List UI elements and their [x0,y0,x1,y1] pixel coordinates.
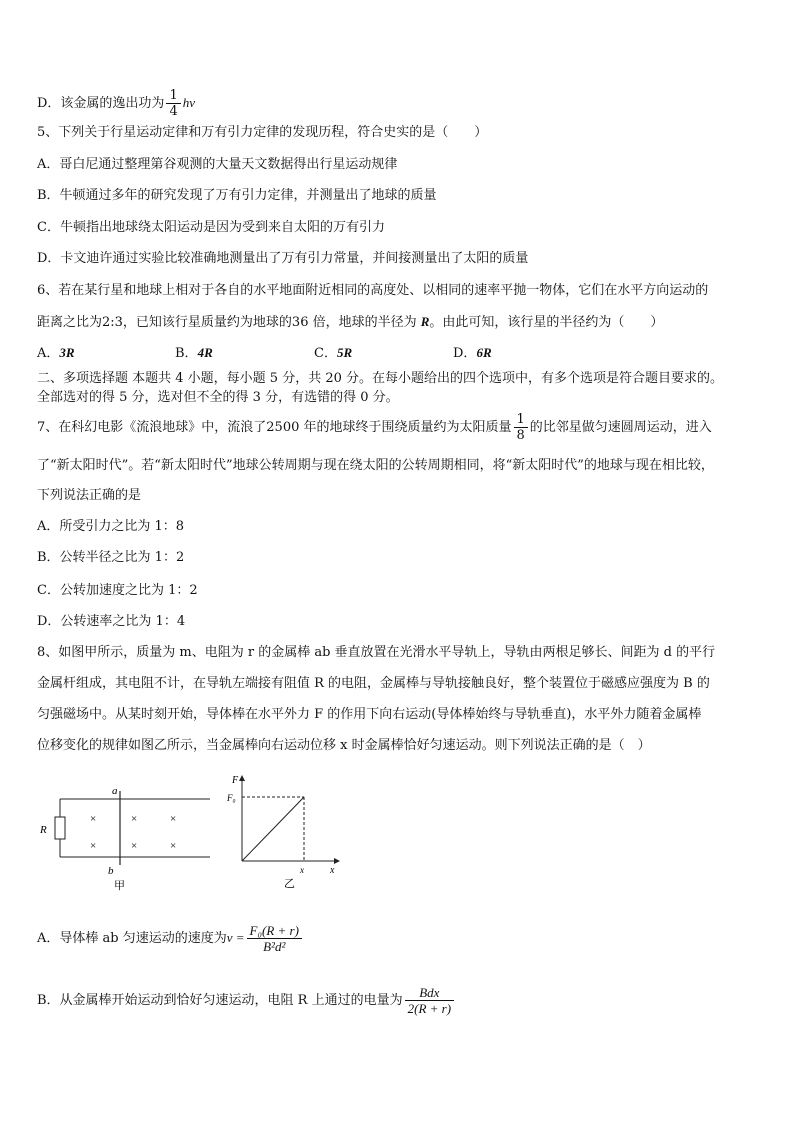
q6-option-b [175,344,314,363]
figure-jia-caption: 甲 [114,880,125,892]
q8-option-a [37,923,304,954]
q8-a-num: F₀(R + r) [247,923,302,939]
q4d-tail: hν [182,95,195,110]
q7-line1b: 的比邻星做匀速圆周运动，进入 [529,420,712,435]
q8-a-var: v = [226,930,245,945]
q8-a-fraction [247,923,302,954]
section2-line2: 全部选对的得 5 分，选对但不全的得 3 分，有选错的得 0 分。 [37,390,399,405]
rod-label-a: a [112,785,118,797]
q8-option-b [37,985,456,1016]
section2-line1: 二、多项选择题 本题共 4 小题，每小题 5 分，共 20 分。在每小题给出的四个选项中，有多个选项是符合题目要求的。 [37,371,724,386]
rod-label-b: b [108,865,114,877]
q6-line2 [37,313,663,332]
q7-line1a: 7、在科幻电影《流浪地球》中，流浪了2500 年的地球终于围绕质量约为太阳质量 [37,420,512,435]
q8-a-text: A．导体棒 ab 匀速运动的速度为 [37,931,227,946]
q7-den: 8 [516,428,525,443]
field-mark: × [131,813,138,825]
q5-stem: 5、下列关于行星运动定律和万有引力定律的发现历程，符合史实的是（ ） [37,125,488,140]
q8-b-text: B．从金属棒开始运动到恰好匀速运动，电阻 R 上通过的电量为 [37,993,403,1008]
q8-line4: 位移变化的规律如图乙所示，当金属棒向右运动位移 x 时金属棒恰好匀速运动。则下列说法正确的是（ ） [37,738,651,753]
field-mark: × [170,840,177,852]
q7-option-a: A．所受引力之比为 1：8 [37,519,185,534]
q4d-den: 4 [169,104,178,119]
q6-b-label: B． [175,346,198,361]
field-mark: × [131,840,138,852]
y-axis-label: F [232,775,239,786]
f-x-line [242,797,304,861]
x-axis-arrow [334,858,340,864]
q8-b-num: Bdx [405,985,454,1001]
q6-d-value: 6R [476,345,492,360]
x-tick-label: x [300,865,304,875]
q6-line2a: 距离之比为2:3，已知该行星质量约为地球的36 倍，地球的半径为 [37,315,421,330]
q7-option-b: B．公转半径之比为 1：2 [37,550,185,565]
q8-line2: 金属杆组成，其电阻不计，在导轨左端接有阻值 R 的电阻，金属棒与导轨接触良好，整个装置位于磁感应强度为 B 的 [37,676,710,691]
q4-option-d [37,88,195,119]
q6-option-c [314,344,453,363]
q4d-num: 1 [166,88,180,104]
q6-option-a [37,344,175,363]
x-axis-label: x [330,865,335,876]
q6-options [37,344,492,363]
q7-line1 [37,412,712,443]
q8-a-den: B²d² [263,939,286,954]
q6-c-value: 5R [336,345,353,360]
q8-b-fraction [405,985,454,1016]
q7-line2: 了“新太阳时代”。若“新太阳时代”地球公转周期与现在绕太阳的公转周期相同，将“新太阳时代”的地球与现在相比较， [37,458,714,473]
q6-a-label: A． [37,346,60,361]
field-mark: × [170,813,177,825]
figure-yi-caption: 乙 [284,878,295,890]
q6-line1: 6、若在某行星和地球上相对于各自的水平地面附近相同的高度处、以相同的速率平抛一物体，它们在水平方向运动的 [37,283,709,298]
q6-a-value: 3R [59,345,75,360]
q7-option-c: C．公转加速度之比为 1：2 [37,583,198,598]
q7-line3: 下列说法正确的是 [37,488,142,503]
q6-option-d [453,344,492,363]
q7-option-d: D．公转速率之比为 1：4 [37,614,186,629]
q5-option-a: A．哥白尼通过整理第谷观测的大量天文数据得出行星运动规律 [37,157,398,172]
q6-var-r: R [420,314,430,329]
q8-line3: 匀强磁场中。从某时刻开始，导体棒在水平外力 F 的作用下向右运动(导体棒始终与导轨垂直)，水平外力随着金属棒 [37,707,702,722]
field-mark: × [90,840,97,852]
q8-line1: 8、如图甲所示，质量为 m、电阻为 r 的金属棒 ab 垂直放置在光滑水平导轨上，导轨由两根足够长、间距为 d 的平行 [37,645,716,660]
resistor [55,817,65,839]
q6-line2b: 。由此可知，该行星的半径约为（ ） [429,315,664,330]
q7-num: 1 [514,412,528,428]
q5-option-c: C．牛顿指出地球绕太阳运动是因为受到来自太阳的万有引力 [37,220,385,235]
q8-b-den: 2(R + r) [407,1001,452,1016]
q4d-text: D．该金属的逸出功为 [37,96,165,111]
q4d-fraction [166,88,180,119]
figure-yi [226,773,344,893]
f0-tick-label: F₀ [227,793,236,803]
resistor-label: R [40,824,47,836]
q5-option-d: D．卡文迪许通过实验比较准确地测量出了万有引力常量，并间接测量出了太阳的质量 [37,251,529,266]
q6-b-value: 4R [197,345,213,360]
q6-c-label: C． [314,346,337,361]
q7-fraction [514,412,528,443]
y-axis-arrow [239,775,245,781]
q6-d-label: D． [453,346,477,361]
figure-jia [34,783,220,893]
field-mark: × [90,813,97,825]
q5-option-b: B．牛顿通过多年的研究发现了万有引力定律，并测量出了地球的质量 [37,188,437,203]
